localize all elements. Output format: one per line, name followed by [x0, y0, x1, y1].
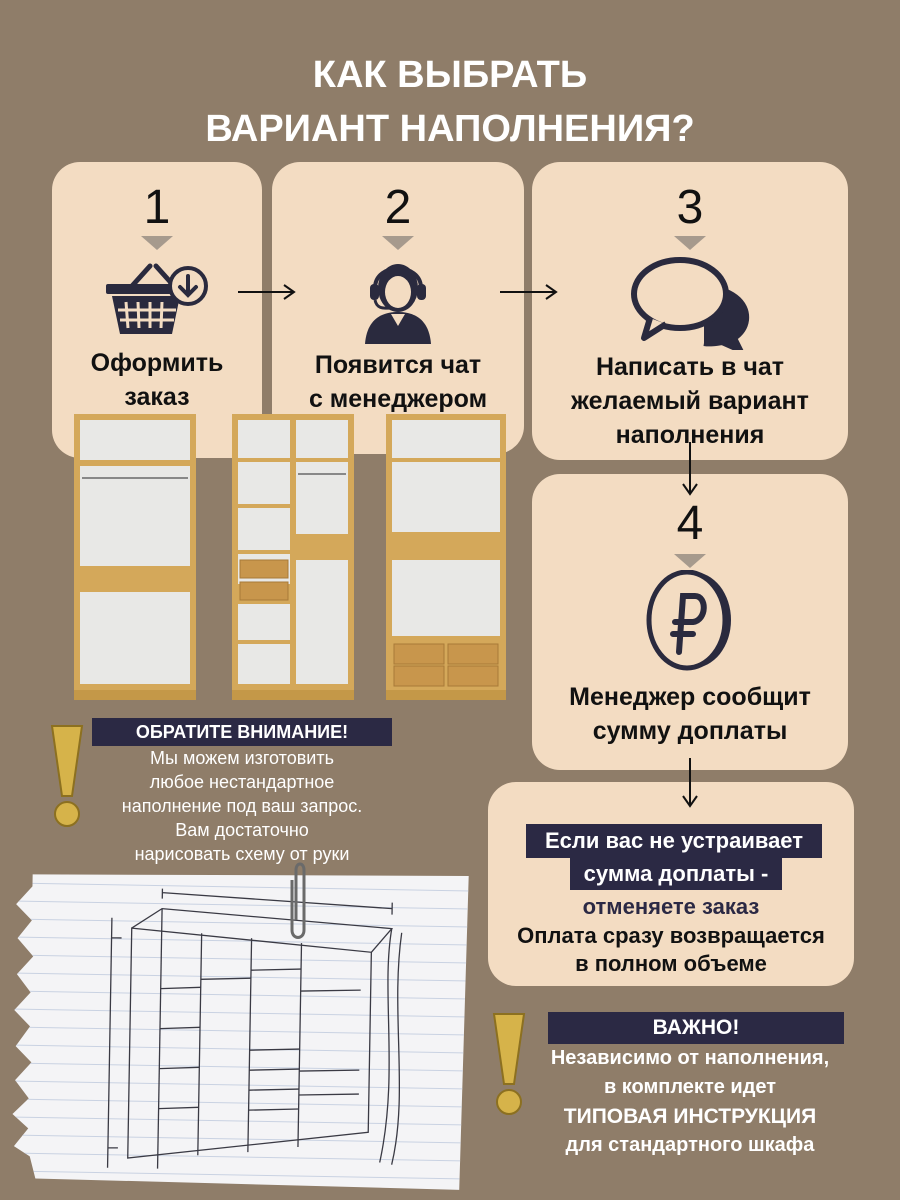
step-4-card [532, 474, 848, 770]
title-line-2: ВАРИАНТ НАПОЛНЕНИЯ? [205, 108, 695, 150]
important-heading: ВАЖНО! [548, 1012, 844, 1044]
step-2-line-1: Появится чат [314, 351, 482, 379]
wardrobe-option-1 [74, 414, 196, 700]
step-1-line-2: заказ [124, 383, 190, 411]
ruble-coin-icon [635, 570, 745, 674]
important-line-3: ТИПОВАЯ ИНСТРУКЦИЯ [563, 1105, 817, 1128]
sketch-paper [7, 866, 472, 1192]
attention-line-2: любое нестандартное [149, 772, 335, 792]
important-line-1: Независимо от наполнения, [550, 1047, 830, 1069]
step-1-number: 1 [143, 181, 171, 234]
step-3-number: 3 [676, 181, 704, 234]
step-2-number: 2 [384, 181, 412, 234]
attention-text [92, 746, 392, 866]
cancel-note-tag-2: сумма доплаты - [570, 858, 782, 890]
cancel-note-tag-1: Если вас не устраивает [526, 824, 822, 858]
important-text [520, 1044, 860, 1160]
step-4-number: 4 [676, 497, 704, 550]
attention-line-5: нарисовать схему от руки [134, 844, 350, 864]
arrow-step4-to-note [680, 756, 700, 810]
step-2-card [272, 162, 524, 454]
chat-bubbles-icon [630, 254, 750, 350]
step-4-pointer [674, 554, 706, 568]
exclamation-icon [44, 722, 90, 830]
step-3-card [532, 162, 848, 460]
step-1-pointer [141, 236, 173, 250]
step-2-pointer [382, 236, 414, 250]
arrow-step2-to-step3 [498, 282, 560, 302]
step-2-line-2: с менеджером [308, 385, 488, 413]
operator-headset-icon [353, 254, 443, 344]
cancel-note-line-2: в полном объеме [575, 951, 767, 976]
cancel-note-card [488, 782, 854, 986]
step-1-line-1: Оформить [90, 349, 224, 377]
step-3-line-2: желаемый вариант [571, 387, 809, 415]
page-title [0, 48, 900, 156]
step-3-line-1: Написать в чат [595, 353, 785, 381]
cancel-note-line-1: Оплата сразу возвращается [517, 923, 825, 948]
arrow-step1-to-step2 [236, 282, 298, 302]
step-4-line-2: сумму доплаты [592, 717, 788, 745]
important-line-2: в комплекте идет [603, 1076, 777, 1098]
step-3-line-3: наполнения [615, 421, 765, 449]
wardrobe-option-3 [386, 414, 506, 700]
basket-download-icon [102, 256, 212, 340]
important-line-4: для стандартного шкафа [565, 1134, 815, 1156]
step-4-line-1: Менеджер сообщит [569, 683, 811, 711]
title-line-1: КАК ВЫБРАТЬ [312, 54, 588, 96]
attention-line-3: наполнение под ваш запрос. [121, 796, 363, 816]
step-3-pointer [674, 236, 706, 250]
paper-clip-icon [286, 860, 310, 944]
attention-line-4: Вам достаточно [175, 820, 309, 840]
attention-heading: ОБРАТИТЕ ВНИМАНИЕ! [92, 718, 392, 746]
cancel-note-highlight: отменяете заказ [582, 894, 760, 919]
attention-line-1: Мы можем изготовить [150, 748, 334, 768]
arrow-step3-to-step4 [680, 440, 700, 498]
wardrobe-option-2 [232, 414, 354, 700]
